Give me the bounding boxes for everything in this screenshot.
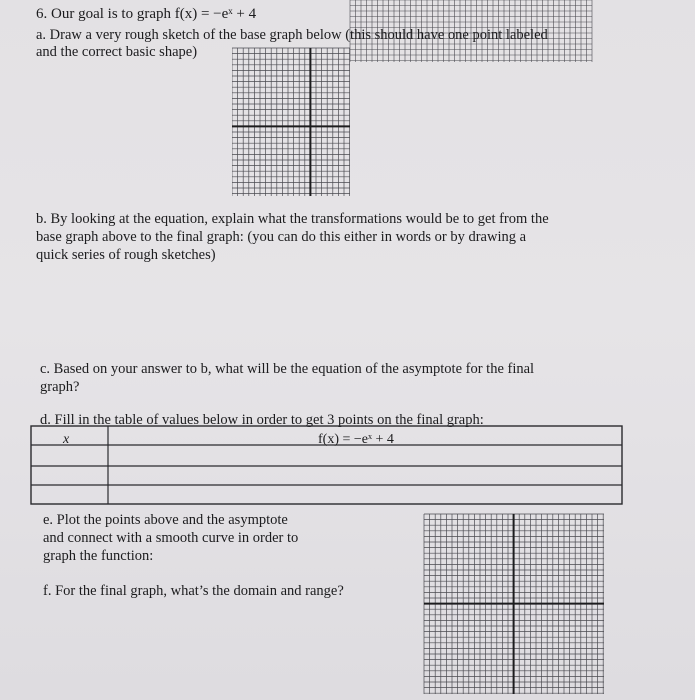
part-d-line: d. Fill in the table of values below in order to get 3 points on the final graph: — [40, 412, 484, 428]
part-e-line-2: and connect with a smooth curve in order to — [43, 530, 299, 546]
part-b-line-1: b. By looking at the equation, explain what the transformations would be to get from the — [36, 211, 549, 227]
final-graph-grid[interactable] — [420, 510, 610, 700]
part-b-line-3: quick series of rough sketches) — [36, 247, 216, 263]
part-c-line-1: c. Based on your answer to b, what will be the equation of the asymptote for the final — [40, 361, 535, 377]
part-f-line: f. For the final graph, what’s the domain and range? — [43, 583, 344, 599]
part-a-line-2: and the correct basic shape) — [36, 44, 198, 60]
table-header-fx: f(x) = −eˣ + 4 — [318, 432, 394, 447]
question-heading: 6. Our goal is to graph f(x) = −eˣ + 4 — [36, 6, 257, 22]
part-e-line-1: e. Plot the points above and the asymptote — [43, 512, 288, 528]
part-b-line-2: base graph above to the final graph: (you can do this either in words or by drawing a — [36, 229, 527, 245]
part-e-line-3: graph the function: — [43, 548, 154, 564]
part-c-line-2: graph? — [40, 379, 80, 395]
table-header-x: x — [63, 432, 70, 447]
part-a-line-1: a. Draw a very rough sketch of the base graph below (this should have one point labeled — [36, 27, 548, 43]
